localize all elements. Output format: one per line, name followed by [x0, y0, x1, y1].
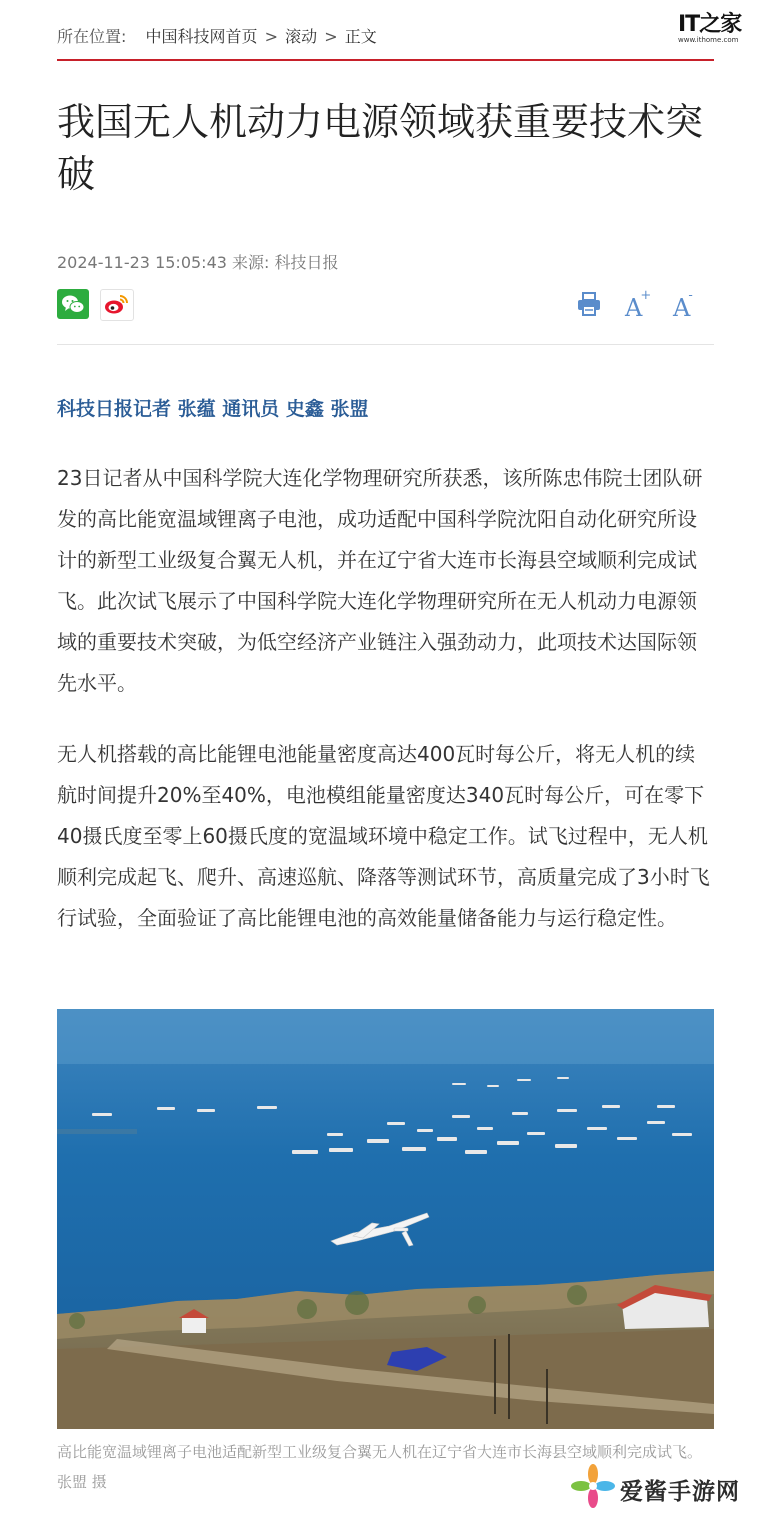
ithome-logo — [678, 14, 742, 54]
font-increase-sup: + — [640, 288, 652, 303]
photo-caption: 高比能宽温域锂离子电池适配新型工业级复合翼无人机在辽宁省大连市长海县空域顺利完成试飞。张盟 摄 — [57, 1443, 703, 1491]
article-paragraph: 23日记者从中国科学院大连化学物理研究所获悉，该所陈忠伟院士团队研发的高比能宽温域锂离子电池，成功适配中国科学院沈阳自动化研究所设计的新型工业级复合翼无人机，并在辽宁省大连市长海县空域顺利完成试飞。此次试飞展示了中国科学院大连化学物理研究所在无人机动力电源领域的重要技术突破，为低空经济产业链注入强劲动力，此项技术达国际领先水平。 — [57, 466, 703, 695]
ithome-logo-domain: www.ithome.com — [678, 36, 739, 44]
article-title: 我国无人机动力电源领域获重要技术突破 — [57, 100, 704, 196]
wechat-icon[interactable] — [57, 289, 89, 319]
source-name: 科技日报 — [274, 253, 339, 272]
article-photo — [57, 1009, 714, 1429]
font-increase-icon[interactable] — [625, 288, 653, 322]
breadcrumb-home-link[interactable]: 中国科技网首页 — [145, 27, 258, 46]
breadcrumb-current: 正文 — [344, 27, 377, 46]
article-paragraph: 无人机搭载的高比能锂电池能量密度高达400瓦时每公斤，将无人机的续航时间提升20%至40%，电池模组能量密度达340瓦时每公斤，可在零下40摄氏度至零上60摄氏度的宽温域环境中稳定工作。试飞过程中，无人机顺利完成起飞、爬升、高速巡航、降落等测试环节，高质量完成了3小时飞行试验，全面验证了高比能锂电池的高效能量储备能力与运行稳定性。 — [57, 742, 710, 930]
ithome-logo-mark: IT之家 — [678, 12, 742, 37]
font-increase-label: A — [625, 294, 643, 322]
weibo-icon[interactable] — [100, 289, 134, 321]
article-meta — [57, 250, 339, 273]
watermark-text: 爱酱手游网 — [620, 1479, 740, 1505]
breadcrumb-scroll-link[interactable]: 滚动 — [285, 27, 318, 46]
share-toolbar — [57, 289, 714, 321]
breadcrumb-separator: > — [324, 27, 338, 46]
pinwheel-logo-icon — [570, 1463, 616, 1509]
font-decrease-label: A — [673, 294, 691, 322]
breadcrumb-prefix: 所在位置: — [57, 27, 127, 46]
drone-over-sea-photo — [57, 1009, 714, 1429]
font-decrease-sup: - — [688, 288, 693, 303]
breadcrumb — [57, 24, 377, 47]
print-icon[interactable] — [576, 289, 602, 319]
breadcrumb-separator: > — [264, 27, 279, 46]
meta-divider — [57, 344, 714, 345]
source-label: 来源: — [232, 253, 270, 272]
article-byline: 科技日报记者 张蕴 通讯员 史鑫 张盟 — [57, 398, 369, 420]
font-decrease-icon[interactable] — [673, 288, 701, 322]
site-watermark — [570, 1463, 750, 1513]
publish-datetime: 2024-11-23 15:05:43 — [57, 253, 227, 272]
header-divider — [57, 59, 714, 61]
